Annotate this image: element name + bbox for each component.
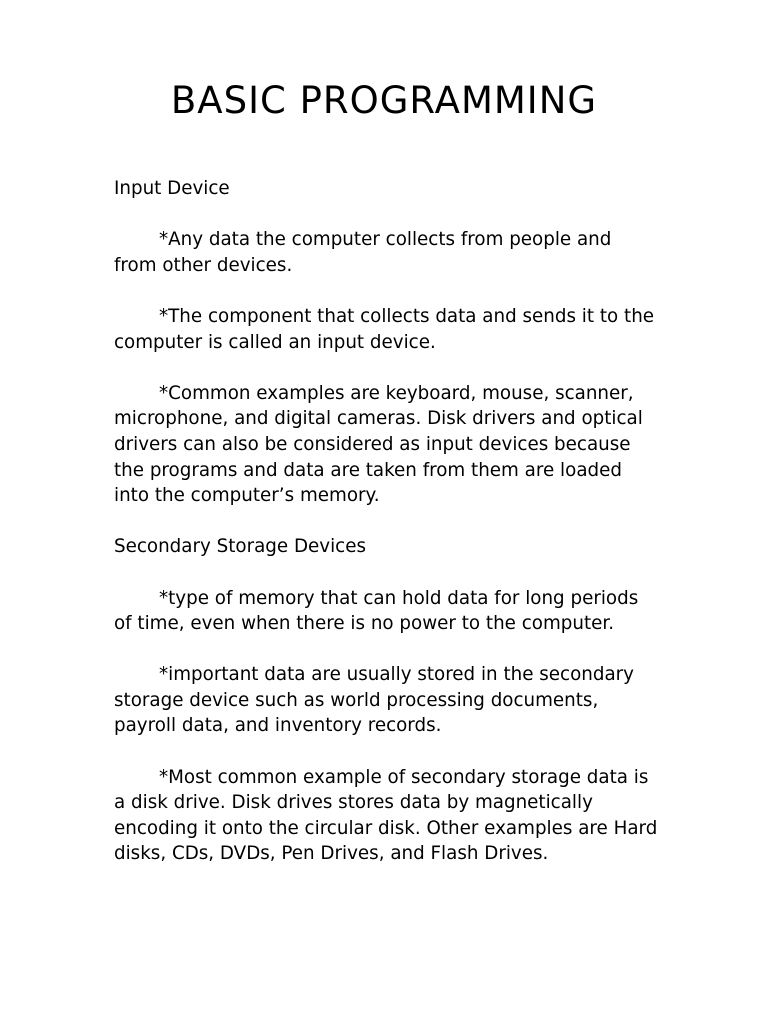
page-title: BASIC PROGRAMMING <box>170 79 598 122</box>
paragraph-spacer <box>114 202 659 228</box>
section-heading-input-device: Input Device <box>114 178 230 199</box>
section-heading-secondary-storage: Secondary Storage Devices <box>114 536 367 558</box>
paragraph-storage-definition: *type of memory that can hold data for long periods of time, even when there is no power to the computer. <box>114 587 639 635</box>
paragraph-spacer <box>114 637 659 663</box>
paragraph-spacer <box>114 560 659 586</box>
paragraph-spacer <box>114 355 659 381</box>
paragraph-storage-examples: *Most common example of secondary storage data is a disk drive. Disk drives stores data by magnetically encoding it onto the circular disk. Other examples are Hard disks, CDs, DVDs, Pen Drives, and Flash Drives. <box>114 766 658 865</box>
paragraph-input-examples: *Common examples are keyboard, mouse, scanner, microphone, and digital cameras. Disk drivers and optical drivers can also be considered as input devices because the programs and data are taken from them are loaded into the computer’s memory. <box>114 382 643 507</box>
paragraph-input-definition: *Any data the computer collects from people and from other devices. <box>114 229 612 276</box>
paragraph-storage-important-data: *important data are usually stored in the secondary storage device such as world processing documents, payroll data, and inventory records. <box>114 664 634 737</box>
paragraph-spacer <box>114 278 659 304</box>
paragraph-spacer <box>114 509 659 535</box>
paragraph-spacer <box>114 739 659 765</box>
document-body <box>114 176 659 867</box>
paragraph-input-component: *The component that collects data and sends it to the computer is called an input device. <box>114 305 655 353</box>
